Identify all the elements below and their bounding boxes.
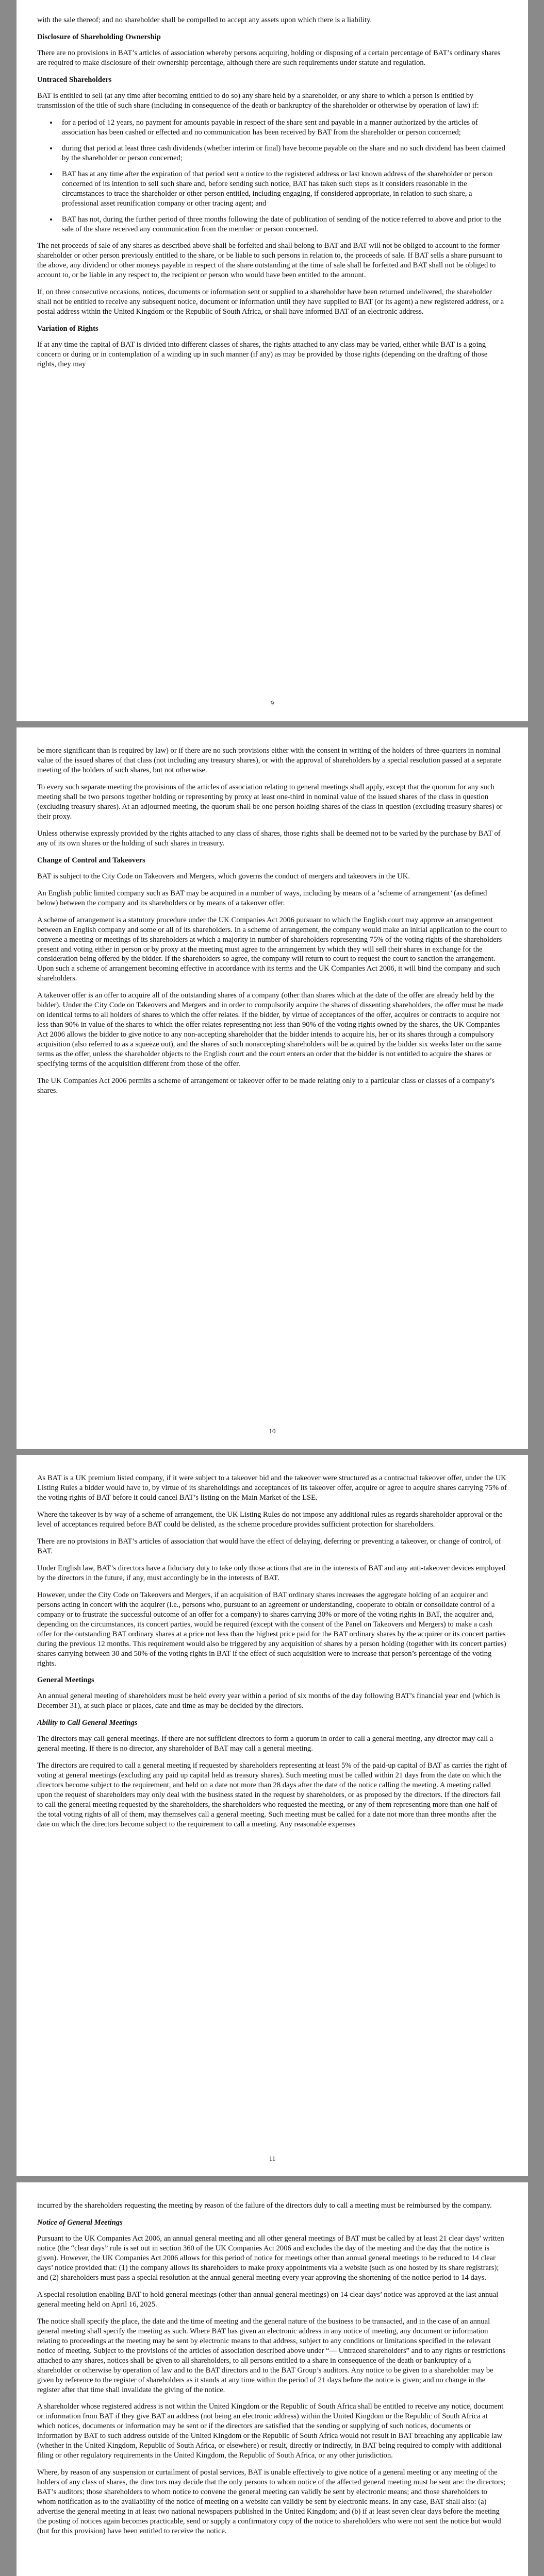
page-content (37, 0, 507, 369)
paragraph: A shareholder whose registered address is not within the United Kingdom or the Republic of South Africa shall be entitled to receive any notice, document or information from BAT if they give BAT an address (not being an electronic address) within the United Kingdom or the Republic of South Africa at which notices, documents or information may be sent or if the directors are satisfied that the sending or supplying of such notices, documents or information by BAT to such address outside of the United Kingdom or the Republic of South Africa would not result in BAT breaching any applicable law (whether in the United Kingdom, Republic of South Africa, or elsewhere) or result, directly or indirectly, in BAT being required to comply with additional filing or other regulatory requirements in the United Kingdom, the Republic of South Africa, or any other jurisdiction. (37, 2402, 504, 2460)
section-heading: General Meetings (37, 1676, 94, 1685)
list-item: • for a period of 12 years, no payment for amounts payable in respect of the share sent and payable in a manner authorized by the articles of association has been cashed or effected and no communication has been received by BAT from the shareholder or person concerned; (58, 118, 507, 138)
paragraph: However, under the City Code on Takeovers and Mergers, if an acquisition of BAT ordinary shares increases the aggregate holding of an acquirer and persons acting in concert with the acquirer (i.e., persons who, pursuant to an agreement or understanding, cooperate to obtain or consolidate control of a company or to frustrate the successful outcome of an offer for a company) to shares carrying 30% or more of the voting rights in BAT, the acquirer and, depending on the circumstances, its concert parties, would be required (except with the consent of the Panel on Takeovers and Mergers) to make a cash offer for the outstanding BAT ordinary shares at a price not less than the highest price paid for the BAT ordinary shares by the acquirer or its concert parties during the previous 12 months. This requirement would also be triggered by any acquisition of shares by a person holding (together with its concert parties) shares carrying between 30 and 50% of the voting rights in BAT if the effect of such acquisition were to increase that person’s percentage of the voting rights. (37, 1590, 506, 1668)
paragraph: The directors are required to call a general meeting if requested by shareholders representing at least 5% of the paid-up capital of BAT as carries the right of voting at general meetings (excluding any paid up capital held as treasury shares). Such meeting must be called within 21 days from the date on which the directors become subject to the requirement, and held on a date not more than 28 days after the date of the notice calling the meeting. A meeting called upon the request of shareholders may only deal with the business stated in the request by shareholders, or as proposed by the directors. If the directors fail to call the general meeting requested by the shareholders, the shareholders who requested the meeting, or any of them representing more than one half of the total voting rights of all of them, may themselves call a general meeting. Such meeting must be called for a date not more than three months after the date on which the directors become subject to the requirement to call a meeting. Any reasonable expenses (37, 1761, 507, 1829)
paragraph: A special resolution enabling BAT to hold general meetings (other than annual general meetings) on 14 clear days’ notice was approved at the last annual general meeting held on April 16, 2025. (37, 2290, 499, 2309)
paragraph: with the sale thereof; and no shareholder shall be compelled to accept any assets upon which there is a liability. (37, 16, 372, 24)
document-page-11 (17, 1455, 528, 2176)
section-heading: Ability to Call General Meetings (37, 1719, 138, 1727)
paragraph: Where, by reason of any suspension or curtailment of postal services, BAT is unable effectively to give notice of a general meeting or any meeting of the holders of any class of shares, the directors may decide that the only persons to whom notice of the affected general meeting must be sent are: the directors; BAT’s auditors; those shareholders to whom notice to convene the general meeting can validly be sent by electronic means; and those shareholders to whom notification as to the availability of the notice of meeting on a website can validly be sent by electronic means. In any case, BAT shall also: (a) advertise the general meeting in at least two national newspapers published in the United Kingdom; and (b) if at least seven clear days before the meeting the posting of notices again becomes practicable, send or supply a confirmatory copy of the notice to shareholders who were not sent the notice but would (but for this provision) have been entitled to receive the notice. (37, 2468, 506, 2536)
paragraph: An annual general meeting of shareholders must be held every year within a period of six months of the day following BAT’s financial year end (which is December 31), at such place or places, date and time as may be decided by the directors. (37, 1692, 501, 1710)
paragraph: BAT is entitled to sell (at any time after becoming entitled to do so) any share held by a shareholder, or any share to which a person is entitled by transmission of the title of such share (including in consequence of the death or bankruptcy of the shareholder or otherwise by operation of law) if: (37, 91, 479, 110)
page-number: 10 (269, 1427, 276, 1435)
section-heading: Untraced Shareholders (37, 75, 112, 84)
paragraph: If, on three consecutive occasions, notices, documents or information sent or supplied to a shareholder have been returned undelivered, the shareholder shall not be entitled to receive any subsequent notice, document or information until they have supplied to BAT (or its agent) a new registered address, or a postal address within the United Kingdom or the Republic of South Africa, or shall have informed BAT of an electronic address. (37, 288, 504, 316)
section-heading: Change of Control and Takeovers (37, 856, 145, 865)
paragraph: The UK Companies Act 2006 permits a scheme of arrangement or takeover offer to be made relating only to a particular class or classes of a company’s shares. (37, 1077, 495, 1095)
paragraph: The net proceeds of sale of any shares as described above shall be forfeited and shall belong to BAT and BAT will not be obliged to account to the former shareholder or other person previously entitled to the share, or be liable to such persons in relation to, the proceeds of sale. If BAT sells a share pursuant to the above, any dividend or other moneys payable in respect of the share outstanding at the time of sale shall be forfeited and BAT shall not be obliged to account to, or be liable in any respect to, the recipient or person who would have been entitled to the amount. (37, 242, 503, 280)
paragraph: incurred by the shareholders requesting the meeting by reason of the failure of the directors duly to call a meeting must be reimbursed by the company. (37, 2201, 492, 2210)
paragraph: Pursuant to the UK Companies Act 2006, an annual general meeting and all other general meetings of BAT must be called by at least 21 clear days’ written notice (the “clear days” rule is set out in section 360 of the UK Companies Act 2006 and excludes the day of the meeting and the day that the notice is given). However, the UK Companies Act 2006 allows for this period of notice for meetings other than annual general meetings to be reduced to 14 clear days’ notice provided that: (1) the company allows its shareholders to make proxy appointments via a website (such as one hosted by its share registrars); and (2) shareholders must pass a special resolution at the annual general meeting every year approving the shortening of the notice period to 14 days. (37, 2234, 504, 2282)
list-item: • during that period at least three cash dividends (whether interim or final) have become payable on the share and no such dividend has been claimed by the shareholder or person concerned; (58, 144, 507, 163)
paragraph: If at any time the capital of BAT is divided into different classes of shares, the rights attached to any class may be varied, either while BAT is a going concern or during or in contemplation of a winding up in such manner (if any) as may be provided by those rights (depending on the drafting of those rights, they may (37, 341, 488, 369)
document-page-9 (17, 0, 528, 721)
list-item: • BAT has at any time after the expiration of that period sent a notice to the registered address or last known address of the shareholder or person concerned of its intention to sell such share and, before sending such notice, BAT has taken such steps as it considers reasonable in the circumstances to trace the shareholder or other person entitled, including engaging, if considered appropriate, in relation to such share, a professional asset reunification company or other tracing agent; and (58, 170, 507, 209)
paragraph: There are no provisions in BAT’s articles of association whereby persons acquiring, holding or disposing of a certain percentage of BAT’s ordinary shares are required to make disclosure of their ownership percentage, although there are such requirements under statute and regulation. (37, 48, 501, 67)
page-number: 11 (269, 2155, 276, 2162)
paragraph: As BAT is a UK premium listed company, if it were subject to a takeover bid and the takeover were structured as a contractual takeover offer, under the UK Listing Rules a bidder would have to, by virtue of its shareholdings and acceptances of its takeover offer, acquire or agree to acquire shares carrying 75% of the voting rights of BAT before it could cancel BAT’s listing on the Main Market of the LSE. (37, 1474, 507, 1502)
document-page-10 (17, 727, 528, 1449)
paragraph: be more significant than is required by law) or if there are no such provisions either with the consent in writing of the holders of three-quarters in nominal value of the issued shares of that class (not including any treasury shares), or with the approval of shareholders by a special resolution passed at a separate meeting of the holders of such shares, but not otherwise. (37, 747, 502, 774)
page-content (37, 2182, 507, 2536)
bullet-list (37, 118, 507, 234)
paragraph: Under English law, BAT’s directors have a fiduciary duty to take only those actions that are in the interests of BAT and any anti-takeover devices employed by the directors in the future, if any, must accordingly be in the interests of BAT. (37, 1564, 506, 1582)
section-heading: Variation of Rights (37, 325, 98, 333)
section-heading: Notice of General Meetings (37, 2218, 123, 2227)
paragraph: Unless otherwise expressly provided by the rights attached to any class of shares, those rights shall be deemed not to be varied by the purchase by BAT of any of its own shares or the holding of such shares in treasury. (37, 829, 501, 848)
paragraph: BAT is subject to the City Code on Takeovers and Mergers, which governs the conduct of mergers and takeovers in the UK. (37, 872, 410, 880)
paragraph: Where the takeover is by way of a scheme of arrangement, the UK Listing Rules do not impose any additional rules as regards shareholder approval or the level of acceptances required before BAT could be delisted, as the scheme procedure provides sufficient protection for shareholders. (37, 1510, 503, 1529)
paragraph: To every such separate meeting the provisions of the articles of association relating to general meetings shall apply, except that the quorum for any such meeting shall be two persons together holding or representing by proxy at least one-third in nominal value of the issued shares of the class in question (excluding treasury shares). At an adjourned meeting, the quorum shall be one person holding shares of the class in question (excluding treasury shares) or their proxy. (37, 783, 503, 821)
paragraph: A takeover offer is an offer to acquire all of the outstanding shares of a company (other than shares which at the date of the offer are already held by the bidder). Under the City Code on Takeovers and Mergers and in order to compulsorily acquire the shares of dissenting shareholders, the offer must be made on identical terms to all holders of shares to which the offer relates. If the bidder, by virtue of acceptances of the offer, acquires or contracts to acquire not less than 90% in value of the shares to which the offer relates representing not less than 90% of the voting rights owned by the shares, the UK Companies Act 2006 allows the bidder to give notice to any non-accepting shareholder that the bidder intends to acquire his, her or its shares through a compulsory acquisition (also referred to as a squeeze out), and the shares of such nonaccepting shareholders will be acquired by the bidder six weeks later on the same terms as the offer, unless the shareholder objects to the English court and the court enters an order that the bidder is not entitled to acquire the shares or specifying terms of the acquisition different from those of the offer. (37, 991, 504, 1069)
page-content (37, 1455, 507, 1829)
paragraph: The notice shall specify the place, the date and the time of meeting and the general nature of the business to be transacted, and in the case of an annual general meeting shall specify the meeting as such. Where BAT has given an electronic address in any notice of meeting, any document or information relating to proceedings at the meeting may be sent by electronic means to that address, subject to any conditions or limitations specified in the relevant notice of meeting. Subject to the provisions of the articles of association described above under “— Untraced shareholders” and to any rights or restrictions attached to any shares, notices shall be given to all shareholders, to all persons entitled to a share in consequence of the death or bankruptcy of a shareholder or otherwise by operation of law and to the BAT directors and to the BAT Group’s auditors. Any notice to be given to a shareholder may be given by reference to the register of shareholders as it stands at any time within the period of 21 days before the notice is given; and no change in the register after that time shall invalidate the giving of the notice. (37, 2317, 505, 2394)
list-item: • BAT has not, during the further period of three months following the date of publication of sending of the notice referred to above and prior to the sale of the share received any communication from the member or person concerned. (58, 215, 507, 234)
document-page-12 (17, 2182, 528, 2576)
paragraph: The directors may call general meetings. If there are not sufficient directors to form a quorum in order to call a general meeting, any director may call a general meeting. If there is no director, any shareholder of BAT may call a general meeting. (37, 1735, 493, 1753)
page-content (37, 727, 507, 1096)
paragraph: An English public limited company such as BAT may be acquired in a number of ways, including by means of a ‘scheme of arrangement’ (as defined below) between the company and its shareholders or by means of a takeover offer. (37, 889, 487, 907)
paragraph: There are no provisions in BAT’s articles of association that would have the effect of delaying, deferring or preventing a takeover, or change of control, of BAT. (37, 1537, 501, 1555)
paragraph: A scheme of arrangement is a statutory procedure under the UK Companies Act 2006 pursuant to which the English court may approve an arrangement between an English company and some or all of its shareholders. In a scheme of arrangement, the company would make an initial application to the court to convene a meeting or meetings of its shareholders at which a majority in number of shareholders representing 75% of the voting rights of the shareholders present and voting either in person or by proxy at the meeting must agree to the arrangement by which they will sell their shares in exchange for the consideration being offered by the bidder. If the shareholders so agree, the company will return to court to request the court to sanction the arrangement. Upon such a scheme of arrangement becoming effective in accordance with its terms and the UK Companies Act 2006, it will bind the company and such shareholders. (37, 916, 507, 983)
section-heading: Disclosure of Shareholding Ownership (37, 32, 161, 41)
page-number: 9 (270, 699, 274, 707)
